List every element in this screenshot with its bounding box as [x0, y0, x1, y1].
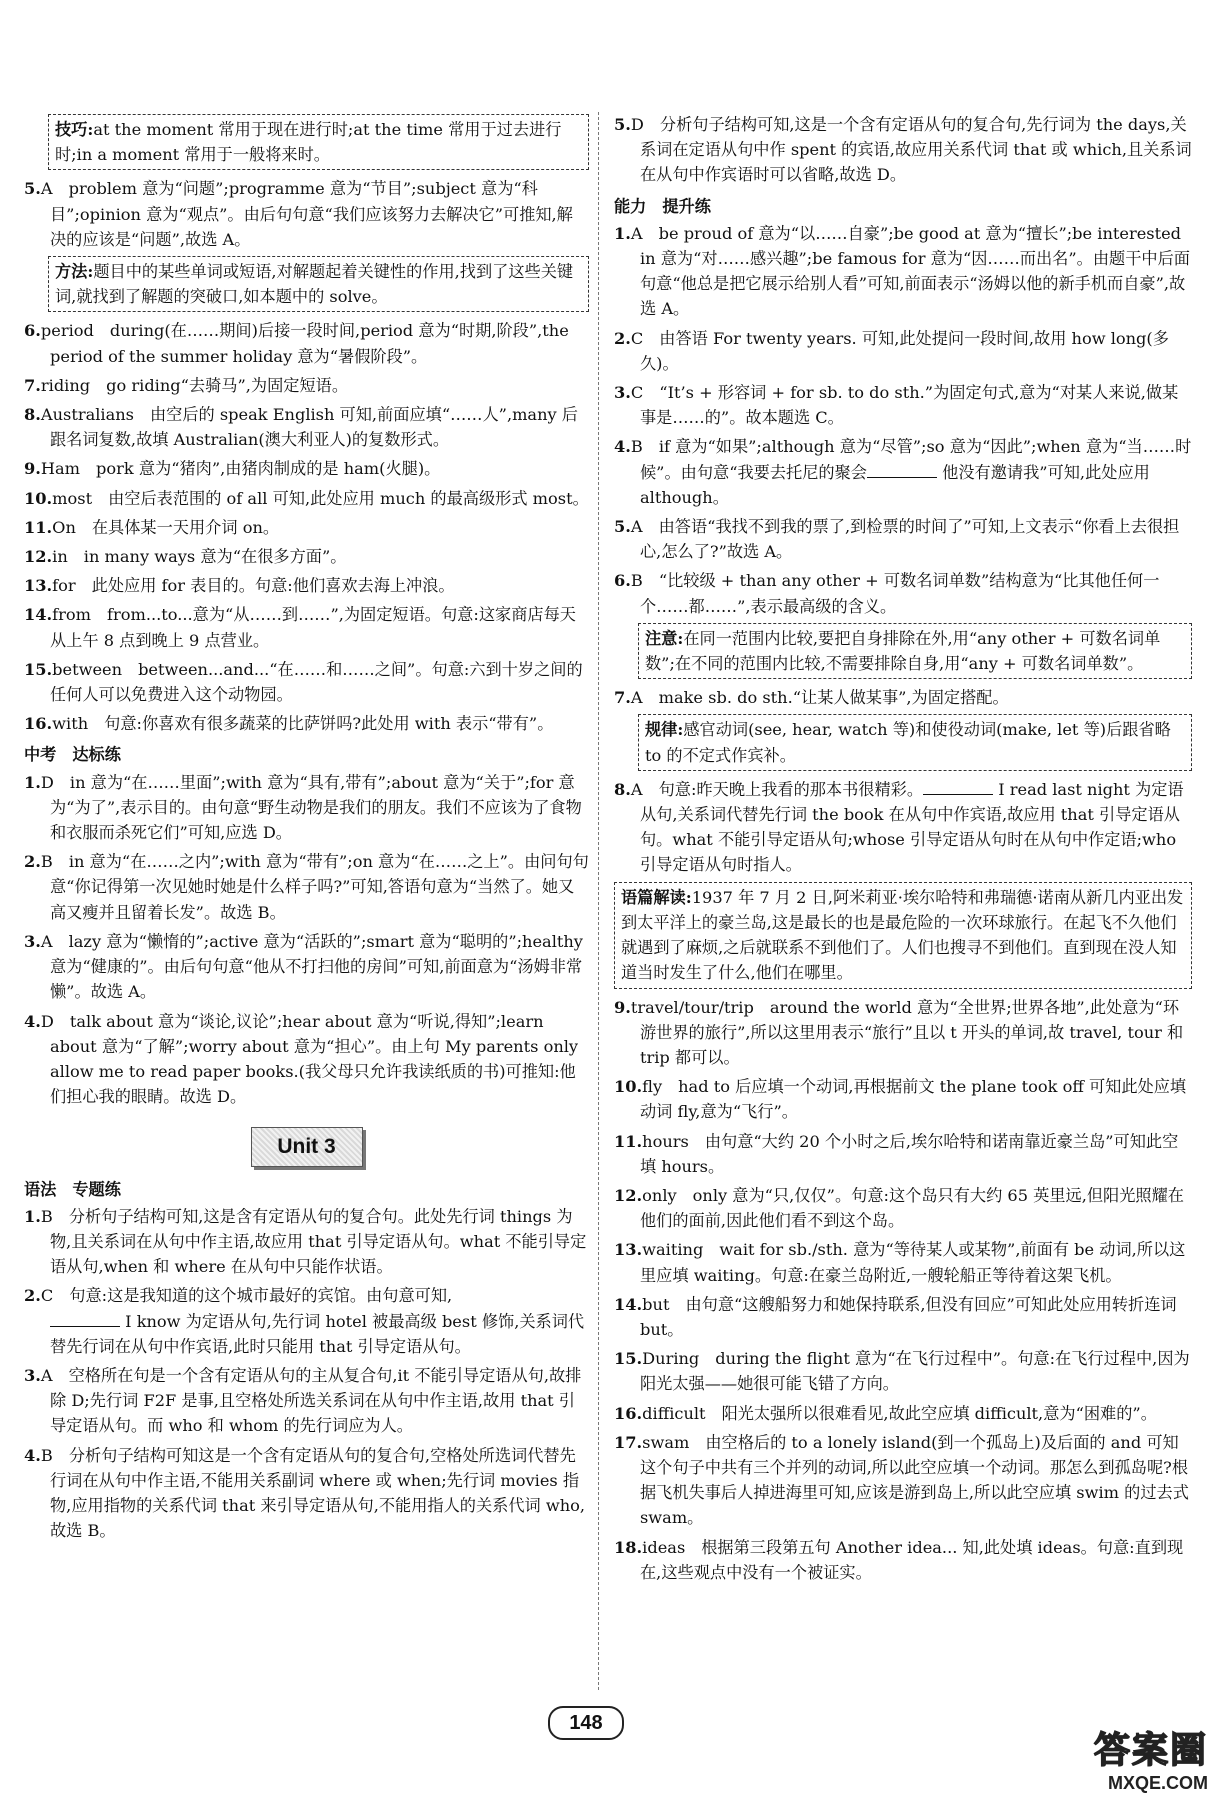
answer-item: 10.fly had to 后应填一个动词,再根据前文 the plane took off 可知此处应填动词 fly,意为“飞行”。: [614, 1077, 1187, 1122]
answer-item: 1.D in 意为“在……里面”;with 意为“具有,带有”;about 意为“关于”;for 意为“为了”,表示目的。由句意“野生动物是我们的朋友。我们不应该为了食物和衣服而杀死它们”可知,应选 D。: [24, 772, 582, 843]
tip-box: 技巧:at the moment 常用于现在进行时;at the time 常用于过去进行时;in a moment 常用于一般将来时。: [48, 114, 589, 170]
answer-item: 7.A make sb. do sth.“让某人做某事”,为固定搭配。: [614, 688, 1009, 708]
answer-list-2: [24, 770, 589, 1110]
answer-list-r1: [614, 221, 1192, 431]
section-heading-ability: 能力 提升练: [614, 196, 711, 216]
answer-item: 14.but 由句意“这艘船努力和她保持联系,但没有回应”可知此处应用转折连词 but。: [614, 1294, 1177, 1339]
answer-item: 12.only only 意为“只,仅仅”。句意:这个岛只有大约 65 英里远,但阳光照耀在他们的面前,因此他们看不到这个岛。: [614, 1185, 1184, 1231]
answer-item: 18.ideas 根据第三段第五句 Another idea... 知,此处填 ideas。句意:直到现在,这些观点中没有一个被证实。: [614, 1537, 1184, 1582]
answer-item: 2.C 句意:这是我知道的这个城市最好的宾馆。由句意可知, I know 为定语从句,先行词 hotel 被最高级 best 修饰,关系词代替先行词在从句中作宾语,此时只能用 that 引导定语从句。: [24, 1286, 585, 1356]
answer-item: 4.B if 意为“如果”;although 意为“尽管”;so 意为“因此”;when 意为“当……时候”。由句意“我要去托尼的聚会 他没有邀请我”可知,此处应用 although。: [614, 437, 1192, 507]
answer-item: 6.B “比较级 + than any other + 可数名词单数”结构意为“比其他任何一个……都……”,表示最高级的含义。: [614, 571, 1160, 616]
left-column: [24, 112, 589, 1547]
right-column: [614, 112, 1192, 1589]
unit-banner: Unit 3: [251, 1127, 363, 1166]
answer-item: 9.Ham pork 意为“猪肉”,由猪肉制成的是 ham(火腿)。: [24, 459, 441, 479]
answer-item: 9.travel/tour/trip around the world 意为“全世界;世界各地”,此处意为“环游世界的旅行”,所以这里用表示“旅行”且以 t 开头的单词,故 travel, tour 和 trip 都可以。: [614, 997, 1184, 1067]
answer-item: 11.On 在具体某一天用介词 on。: [24, 517, 280, 537]
answer-item: 14.from from...to...意为“从……到……”,为固定短语。句意:这家商店每天从上午 8 点到晚上 9 点营业。: [24, 605, 576, 650]
answer-item: 11.hours 由句意“大约 20 个小时之后,埃尔哈特和诺南靠近豪兰岛”可知此空填 hours。: [614, 1131, 1179, 1176]
answer-item: 3.A lazy 意为“懒惰的”;active 意为“活跃的”;smart 意为“聪明的”;healthy 意为“健康的”。由后句句意“他从不打扫他的房间”可知,前面意为“汤姆非常懒”。故选 A。: [24, 931, 583, 1002]
answer-item: 5.D 分析句子结构可知,这是一个含有定语从句的复合句,先行词为 the days,关系词在定语从句中作 spent 的宾语,故应用关系代词 that 或 which,且关系词在从句中作宾语时可以省略,故选 D。: [614, 115, 1192, 185]
answer-item: 16.with 句意:你喜欢有很多蔬菜的比萨饼吗?此处用 with 表示“带有”。: [24, 714, 554, 734]
watermark-logo: 答案圈 MXQE.COM: [1093, 1729, 1208, 1793]
answer-item: 2.B in 意为“在……之内”;with 意为“带有”;on 意为“在……之上”。由问句句意“你记得第一次见她时她是什么样子吗?”可知,答语句意为“当然了。她又高又瘦并且留着长发”。故选 B。: [24, 852, 589, 922]
answer-item: 15.between between...and...“在……和……之间”。句意:六到十岁之间的任何人可以免费进入这个动物园。: [24, 659, 583, 705]
section-heading-zhongkao: 中考 达标练: [24, 745, 121, 765]
answer-item: 4.B 分析句子结构可知这是一个含有定语从句的复合句,空格处所选词代替先行词在从句中作主语,不能用关系副词 where 或 when;先行词 movies 指物,应用指物的关系代词 that 来引导定语从句,不能用指人的关系代词 who,故选 B。: [24, 1445, 586, 1541]
answer-list-r3: [614, 995, 1192, 1585]
section-heading-grammar: 语法 专题练: [24, 1179, 121, 1199]
answer-item: 3.A 空格所在句是一个含有定语从句的主从复合句,it 不能引导定语从句,故排除 D;先行词 F2F 是事,且空格处所选关系词在从句中作主语,故用 that 引导定语从句。而 who 和 whom 的先行词应为人。: [24, 1365, 582, 1436]
answer-item: 8.A 句意:昨天晚上我看的那本书很精彩。 I read last night 为定语从句,关系词代替先行词 the book 在从句中作宾语,故应用 that 引导定语从句。what 不能引导定语从句;whose 引导定语从句时在从句中作定语;who 引导定语从句时指人。: [614, 779, 1184, 875]
answer-item: 8.Australians 由空后的 speak English 可知,前面应填“……人”,many 后跟名词复数,故填 Australian(澳大利亚人)的复数形式。: [24, 405, 578, 450]
page-number: 148: [548, 1706, 624, 1740]
answer-item: 1.A be proud of 意为“以……自豪”;be good at 意为“擅长”;be interested in 意为“对……感兴趣”;be famous for 意为“因……而出名”。由题干中后面句意“他总是把它展示给别人看”可知,前面表示“汤姆以他的新手机而自豪”,故选 A。: [614, 223, 1190, 319]
answer-list-r2: [614, 514, 1192, 619]
answer-item: 17.swam 由空格后的 to a lonely island(到一个孤岛上)及后面的 and 可知这个句子中共有三个并列的动词,所以此空应填一个动词。那怎么到孤岛呢?根据飞机失事后人掉进海里可知,应该是游到岛上,所以此空应填 swim 的过去式 swam。: [614, 1432, 1189, 1528]
answer-item: 16.difficult 阳光太强所以很难看见,故此空应填 difficult,意为“困难的”。: [614, 1403, 1157, 1423]
note-box: 注意:在同一范围内比较,要把自身排除在外,用“any other + 可数名词单数”;在不同的范围内比较,不需要排除自身,用“any + 可数名词单数”。: [638, 623, 1192, 679]
blank-line: [50, 1312, 120, 1327]
answer-item: 6.period during(在……期间)后接一段时间,period 意为“时期,阶段”,the period of the summer holiday 意为“暑假阶段”。: [24, 321, 569, 366]
answer-item: 5.A 由答语“我找不到我的票了,到检票的时间了”可知,上文表示“你看上去很担心,怎么了?”故选 A。: [614, 517, 1180, 562]
answer-item: 12.in in many ways 意为“在很多方面”。: [24, 547, 347, 567]
answer-item: 5.A problem 意为“问题”;programme 意为“节目”;subject 意为“科目”;opinion 意为“观点”。由后句句意“我们应该努力去解决它”可推知,解决的应该是“问题”,故选 A。: [24, 179, 573, 249]
answer-item: 13.for 此处应用 for 表目的。句意:他们喜欢去海上冲浪。: [24, 576, 455, 596]
blank-line: [923, 780, 993, 795]
answer-item: 2.C 由答语 For twenty years. 可知,此处提问一段时间,故用 how long(多久)。: [614, 328, 1169, 373]
answer-item: 13.waiting wait for sb./sth. 意为“等待某人或某物”,前面有 be 动词,所以这里应填 waiting。句意:在豪兰岛附近,一艘轮船正等待着这架飞机。: [614, 1240, 1186, 1285]
answer-item: 10.most 由空后表范围的 of all 可知,此处应用 much 的最高级形式 most。: [24, 488, 589, 508]
blank-line: [867, 463, 937, 478]
reading-box: 语篇解读:1937 年 7 月 2 日,阿米莉亚·埃尔哈特和弗瑞德·诺南从新几内亚出发到太平洋上的豪兰岛,这是最长的也是最危险的一次环球旅行。在起飞不久他们就遇到了麻烦,之后就联系不到他们了。人们也搜寻不到他们。直到现在没人知道当时发生了什么,他们在哪里。: [614, 882, 1192, 989]
answer-item: 4.D talk about 意为“谈论,议论”;hear about 意为“听说,得知”;learn about 意为“了解”;worry about 意为“担心”。由上句 My parents only allow me to read paper books.(我父母只允许我读纸质的书)可推知:他们担心我的眼睛。故选 D。: [24, 1011, 579, 1107]
answer-item: 1.B 分析句子结构可知,这是含有定语从句的复合句。此处先行词 things 为物,且关系词在从句中作主语,故应用 that 引导定语从句。what 不能引导定语从句,when 和 where 在从句中只能作状语。: [24, 1206, 587, 1277]
answer-list-3: [24, 1204, 589, 1544]
column-divider: [598, 112, 600, 1690]
answer-item: 7.riding go riding“去骑马”,为固定短语。: [24, 375, 349, 395]
rule-box: 规律:感官动词(see, hear, watch 等)和使役动词(make, let 等)后跟省略 to 的不定式作宾补。: [638, 714, 1192, 770]
method-box: 方法:题目中的某些单词或短语,对解题起着关键性的作用,找到了这些关键词,就找到了解题的突破口,如本题中的 solve。: [48, 256, 589, 312]
answer-item: 3.C “It’s + 形容词 + for sb. to do sth.”为固定句式,意为“对某人来说,做某事是……的”。故本题选 C。: [614, 383, 1179, 428]
answer-item: 15.During during the flight 意为“在飞行过程中”。句意:在飞行过程中,因为阳光太强——她很可能飞错了方向。: [614, 1349, 1190, 1394]
answer-list-1: [24, 318, 589, 736]
